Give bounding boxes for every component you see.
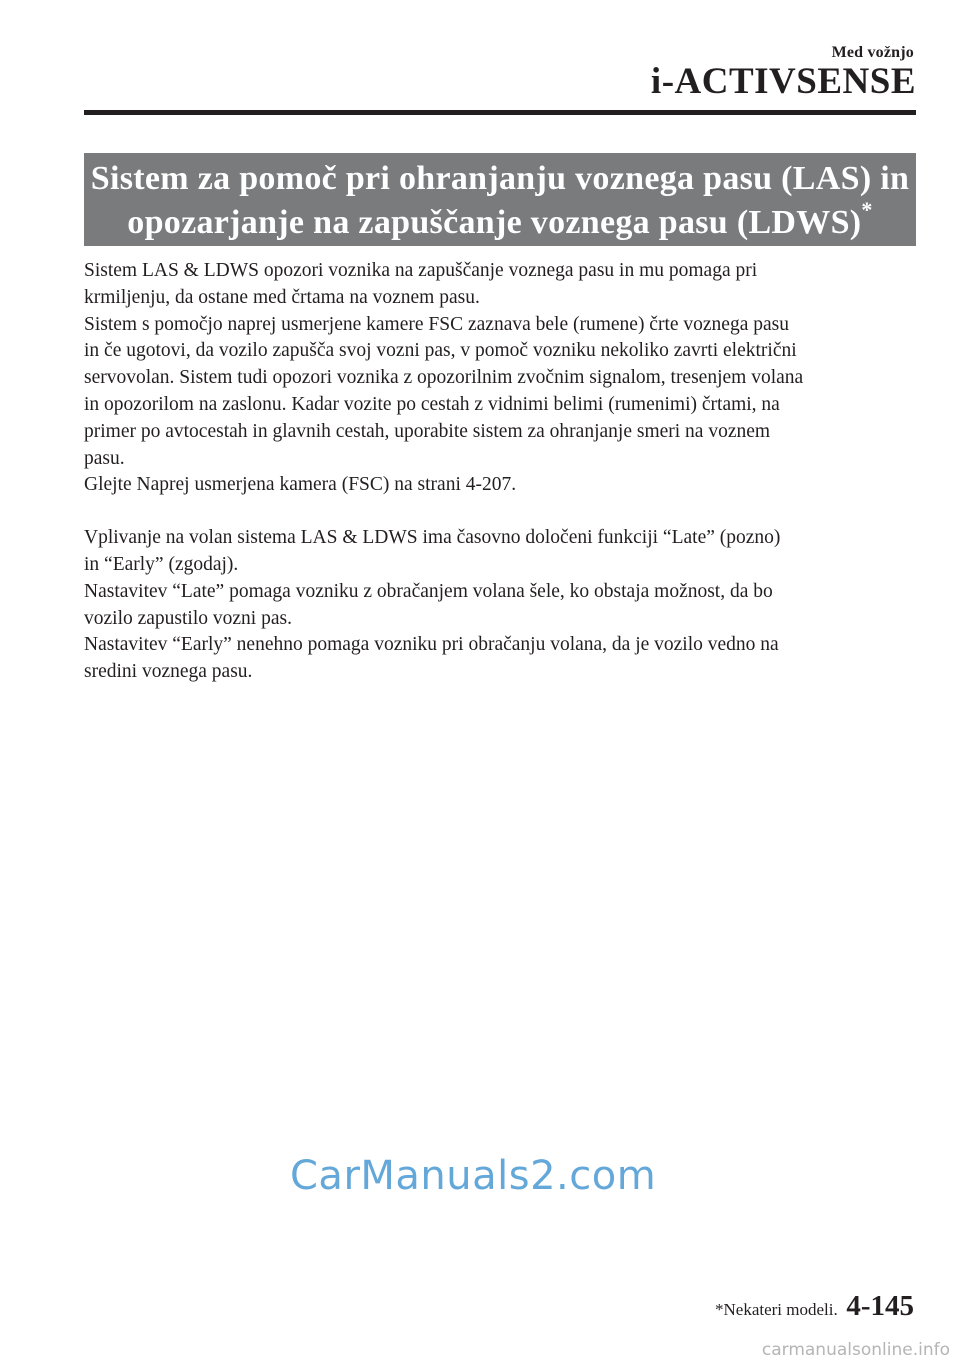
chapter-title: i-ACTIVSENSE — [650, 61, 916, 102]
title-line-2-text: opozarjanje na zapuščanje voznega pasu (LDWS) — [127, 204, 862, 241]
cross-reference: Glejte Naprej usmerjena kamera (FSC) na strani 4-207. — [84, 474, 517, 496]
body-line: vozilo zapustilo vozni pas. — [84, 607, 292, 629]
body-line: sredini voznega pasu. — [84, 661, 253, 683]
body-line: primer po avtocestah in glavnih cestah, uporabite sistem za ohranjanje smeri na voznem — [84, 420, 771, 442]
body-line: in “Early” (zgodaj). — [84, 553, 239, 575]
carmanuals-watermark: CarManuals2.com — [290, 1153, 657, 1199]
body-line: in opozorilom na zaslonu. Kadar vozite po cestah z vidnimi belimi (rumenimi) črtami, na — [84, 393, 780, 415]
body-line: Sistem LAS & LDWS opozori voznika na zapuščanje voznega pasu in mu pomaga pri — [84, 260, 758, 281]
section-label: Med vožnjo — [831, 44, 914, 61]
title-line-2 — [84, 196, 916, 245]
page-number: 4-145 — [846, 1290, 914, 1322]
site-watermark: carmanualsonline.info — [761, 1340, 950, 1360]
header-divider — [84, 110, 916, 115]
body-line: pasu. — [84, 447, 125, 469]
body-line: in če ugotovi, da vozilo zapušča svoj vozni pas, v pomoč vozniku nekoliko zavrti električni — [84, 340, 797, 362]
section-title-banner — [84, 153, 916, 246]
paragraph-gap — [84, 499, 918, 525]
body-line: Vplivanje na volan sistema LAS & LDWS ima časovno določeni funkciji “Late” (pozno) — [84, 527, 781, 549]
body-text — [84, 258, 918, 686]
body-line: krmiljenju, da ostane med črtama na voznem pasu. — [84, 286, 480, 308]
body-line: Nastavitev “Late” pomaga vozniku z obračanjem volana šele, ko obstaja možnost, da bo — [84, 580, 773, 602]
asterisk-marker: * — [861, 196, 873, 222]
body-line: Nastavitev “Early” nenehno pomaga vozniku pri obračanju volana, da je vozilo vedno na — [84, 634, 779, 656]
body-line: servovolan. Sistem tudi opozori voznika z opozorilnim zvočnim signalom, tresenjem volana — [84, 367, 804, 389]
footnote: *Nekateri modeli. — [715, 1300, 838, 1319]
title-line-1: Sistem za pomoč pri ohranjanju voznega pasu (LAS) in — [90, 160, 910, 197]
body-line: Sistem s pomočjo naprej usmerjene kamere FSC zaznava bele (rumene) črte voznega pasu — [84, 313, 789, 335]
